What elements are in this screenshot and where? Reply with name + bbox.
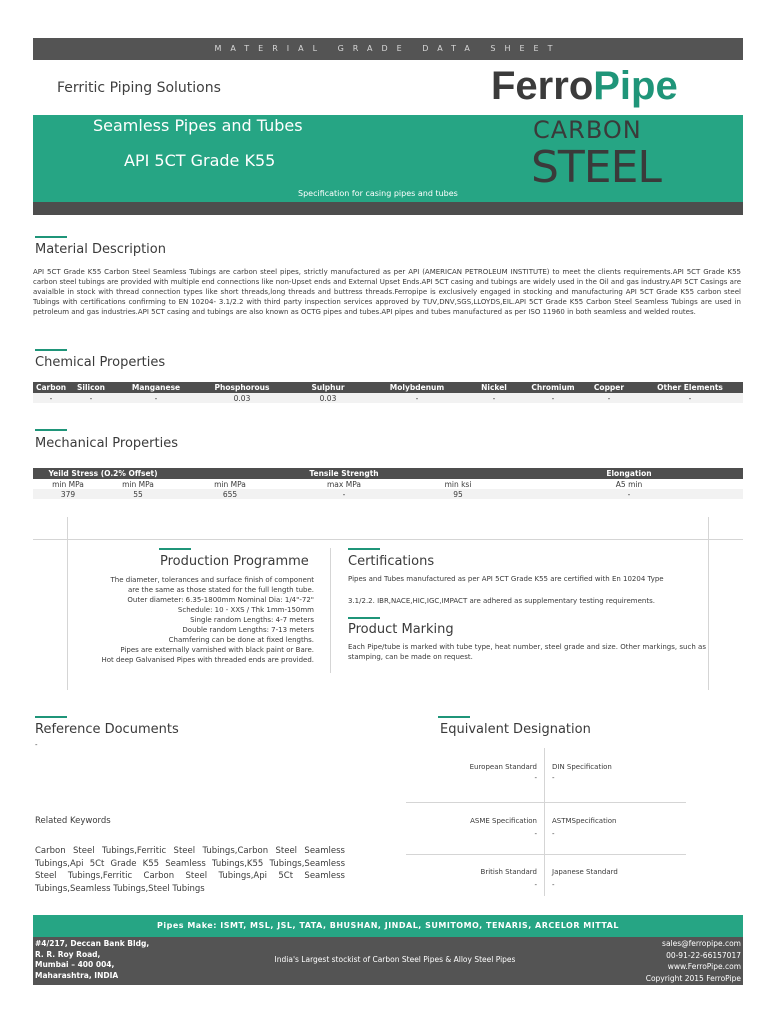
section-accent bbox=[35, 429, 67, 431]
table-cell: max MPa bbox=[287, 479, 401, 489]
chemical-heading: Chemical Properties bbox=[35, 355, 166, 370]
equiv-european-label: European Standard bbox=[469, 763, 537, 771]
table-cell: - bbox=[113, 393, 199, 403]
table-cell: min MPa bbox=[103, 479, 173, 489]
ferropipe-logo bbox=[491, 64, 678, 109]
material-description-heading: Material Description bbox=[35, 242, 166, 257]
col-sulphur: Sulphur bbox=[285, 382, 371, 393]
divider bbox=[33, 539, 743, 540]
divider bbox=[406, 854, 686, 855]
footer-contact bbox=[560, 938, 741, 984]
address-line: Mumbai – 400 004, bbox=[35, 960, 115, 969]
group-yield: Yeild Stress (O.2% Offset) bbox=[33, 468, 173, 479]
section-accent bbox=[348, 548, 380, 550]
mechanical-value-row bbox=[33, 489, 743, 499]
production-line: Double random Lengths: 7-13 meters bbox=[182, 626, 314, 634]
certifications-heading: Certifications bbox=[348, 554, 435, 569]
col-molybdenum: Molybdenum bbox=[371, 382, 463, 393]
table-cell: - bbox=[525, 393, 581, 403]
production-line: are the same as those stated for the full length tube. bbox=[127, 586, 314, 594]
table-cell: - bbox=[287, 489, 401, 499]
production-line: Chamfering can be done at fixed lengths. bbox=[168, 636, 314, 644]
equiv-din-label: DIN Specification bbox=[552, 763, 612, 771]
material-word-carbon: CARBON bbox=[533, 116, 642, 144]
production-line: Schedule: 10 - XXS / Thk 1mm-150mm bbox=[177, 606, 314, 614]
mechanical-header-row bbox=[33, 468, 743, 479]
hero-band-shadow bbox=[33, 202, 743, 215]
tagline: Ferritic Piping Solutions bbox=[57, 80, 221, 96]
reference-heading: Reference Documents bbox=[35, 722, 179, 737]
col-chromium: Chromium bbox=[525, 382, 581, 393]
mechanical-unit-row bbox=[33, 479, 743, 489]
table-cell: - bbox=[33, 393, 69, 403]
section-accent bbox=[35, 349, 67, 351]
address-line: R. R. Roy Road, bbox=[35, 949, 101, 959]
section-accent bbox=[438, 716, 470, 718]
equiv-astm-value: - bbox=[552, 830, 555, 838]
col-carbon: Carbon bbox=[33, 382, 69, 393]
col-phosphorous: Phosphorous bbox=[199, 382, 285, 393]
keywords-text: Carbon Steel Tubings,Ferritic Steel Tubings,Carbon Steel Seamless Tubings,Api 5Ct Grade K55 Seamless Tubings,K55 Tubings,Seamless Steel Tubings,Ferritic Carbon Steel Tubings,Api 5Ct Seamless Tubings,Seamless Tubings,Steel Tubings bbox=[35, 846, 345, 894]
table-cell: min MPa bbox=[173, 479, 287, 489]
equiv-astm-label: ASTMSpecification bbox=[552, 817, 617, 825]
section-accent bbox=[35, 236, 67, 238]
production-line: Single random Lengths: 4-7 meters bbox=[190, 616, 314, 624]
hero-spec-line: Specification for casing pipes and tubes bbox=[298, 189, 458, 198]
divider bbox=[708, 517, 709, 690]
table-cell: min MPa bbox=[33, 479, 103, 489]
equivalent-heading: Equivalent Designation bbox=[440, 722, 591, 737]
chemical-value-row bbox=[33, 393, 743, 403]
divider bbox=[544, 748, 545, 896]
table-cell: - bbox=[581, 393, 637, 403]
certifications-line-2: 3.1/2.2. IBR,NACE,HIC,IGC,IMPACT are adhered as supplementary testing requirements. bbox=[348, 597, 655, 605]
table-cell: 55 bbox=[103, 489, 173, 499]
col-nickel: Nickel bbox=[463, 382, 525, 393]
table-cell: - bbox=[463, 393, 525, 403]
table-cell: - bbox=[371, 393, 463, 403]
datasheet-title-bar: MATERIAL GRADE DATA SHEET bbox=[33, 38, 743, 60]
table-cell: 379 bbox=[33, 489, 103, 499]
production-heading: Production Programme bbox=[160, 554, 309, 569]
product-marking-text: Each Pipe/tube is marked with tube type, heat number, steel grade and size. Other markings, such as stamping, can be made on request. bbox=[348, 643, 706, 661]
chemical-header-row bbox=[33, 382, 743, 393]
col-copper: Copper bbox=[581, 382, 637, 393]
footer-address bbox=[35, 939, 149, 981]
material-word-steel: STEEL bbox=[531, 142, 661, 193]
production-list bbox=[68, 575, 314, 665]
equiv-british-label: British Standard bbox=[480, 868, 537, 876]
table-cell: 0.03 bbox=[285, 393, 371, 403]
table-cell: A5 min bbox=[515, 479, 743, 489]
table-cell: 655 bbox=[173, 489, 287, 499]
keywords-heading: Related Keywords bbox=[35, 816, 111, 826]
production-line: Pipes are externally varnished with black paint or Bare. bbox=[120, 646, 314, 654]
chemical-table bbox=[33, 382, 743, 403]
contact-phone: 00-91-22-66157017 bbox=[666, 950, 741, 960]
col-manganese: Manganese bbox=[113, 382, 199, 393]
divider bbox=[330, 548, 331, 673]
address-line: Maharashtra, INDIA bbox=[35, 970, 119, 980]
address-line: #4/217, Deccan Bank Bldg, bbox=[35, 939, 150, 948]
hero-grade: API 5CT Grade K55 bbox=[124, 151, 276, 170]
section-accent bbox=[159, 548, 191, 550]
equiv-european-value: - bbox=[534, 774, 537, 782]
mechanical-table bbox=[33, 468, 743, 499]
logo-text-1: Ferro bbox=[491, 64, 594, 108]
equiv-japanese-value: - bbox=[552, 881, 555, 889]
table-cell: 0.03 bbox=[199, 393, 285, 403]
copyright: Copyright 2015 FerroPipe bbox=[645, 973, 741, 983]
col-silicon: Silicon bbox=[69, 382, 113, 393]
equiv-asme-label: ASME Specification bbox=[470, 817, 537, 825]
logo-text-2: Pipe bbox=[593, 64, 678, 108]
equiv-japanese-label: Japanese Standard bbox=[552, 868, 618, 876]
product-marking-heading: Product Marking bbox=[348, 622, 454, 637]
website-link[interactable]: www.FerroPipe.com bbox=[667, 962, 741, 971]
equiv-british-value: - bbox=[534, 881, 537, 889]
mechanical-heading: Mechanical Properties bbox=[35, 436, 178, 451]
table-cell: - bbox=[515, 489, 743, 499]
hero-title: Seamless Pipes and Tubes bbox=[93, 116, 303, 135]
production-line: Outer diameter: 6.35-1800mm Nominal Dia: 1/4"-72" bbox=[127, 596, 314, 604]
footer-slogan: India's Largest stockist of Carbon Steel Pipes & Alloy Steel Pipes bbox=[274, 955, 516, 964]
divider bbox=[406, 802, 686, 803]
equiv-din-value: - bbox=[552, 774, 555, 782]
section-accent bbox=[348, 617, 380, 619]
reference-value: - bbox=[35, 741, 38, 749]
pipe-makes-band: Pipes Make: ISMT, MSL, JSL, TATA, BHUSHAN, JINDAL, SUMITOMO, TENARIS, ARCELOR MITTAL bbox=[33, 915, 743, 937]
group-elongation: Elongation bbox=[515, 468, 743, 479]
col-other: Other Elements bbox=[637, 382, 743, 393]
table-cell: min ksi bbox=[401, 479, 515, 489]
contact-email-link[interactable]: sales@ferropipe.com bbox=[662, 939, 741, 948]
production-line: The diameter, tolerances and surface finish of component bbox=[110, 576, 314, 584]
equiv-asme-value: - bbox=[534, 830, 537, 838]
group-tensile: Tensile Strength bbox=[173, 468, 515, 479]
table-cell: 95 bbox=[401, 489, 515, 499]
table-cell: - bbox=[637, 393, 743, 403]
material-description-text: API 5CT Grade K55 Carbon Steel Seamless Tubings are carbon steel pipes, strictly manufactured as per API (AMERICAN PETROLEUM INSTITUTE) to meet the clients requirements.API 5CT Grade K55 carbon steel tubings are provided with multiple end connections like non-Upset ends and External Upset Ends.API 5CT casing and tubings are widely used in the Oil and gas industry.API 5CT Casings are avaialble in stock with thread connection types like short threads,long threads and buttress threads.Ferropipe is exclusively engaged in stocking and manufacturing API 5CT Grade K55 carbon steel Tubings with certifications confirming to EN 10204- 3.1/2.2 with third party inspection services approved by TUV,DNV,SGS,LLOYDS,EIL.API 5CT Grade K55 Carbon Steel Seamless Tubings are used in petroleum and gas industries.API 5CT casing and tubings are also known as OCTG pipes and tubes.API pipes and tubes manufactured as per ISO 11960 in both seamless and welded routes. bbox=[33, 268, 741, 316]
table-cell: - bbox=[69, 393, 113, 403]
certifications-line-1: Pipes and Tubes manufactured as per API 5CT Grade K55 are certified with En 10204 Type bbox=[348, 575, 664, 583]
section-accent bbox=[35, 716, 67, 718]
production-line: Hot deep Galvanised Pipes with threaded ends are provided. bbox=[101, 656, 314, 664]
